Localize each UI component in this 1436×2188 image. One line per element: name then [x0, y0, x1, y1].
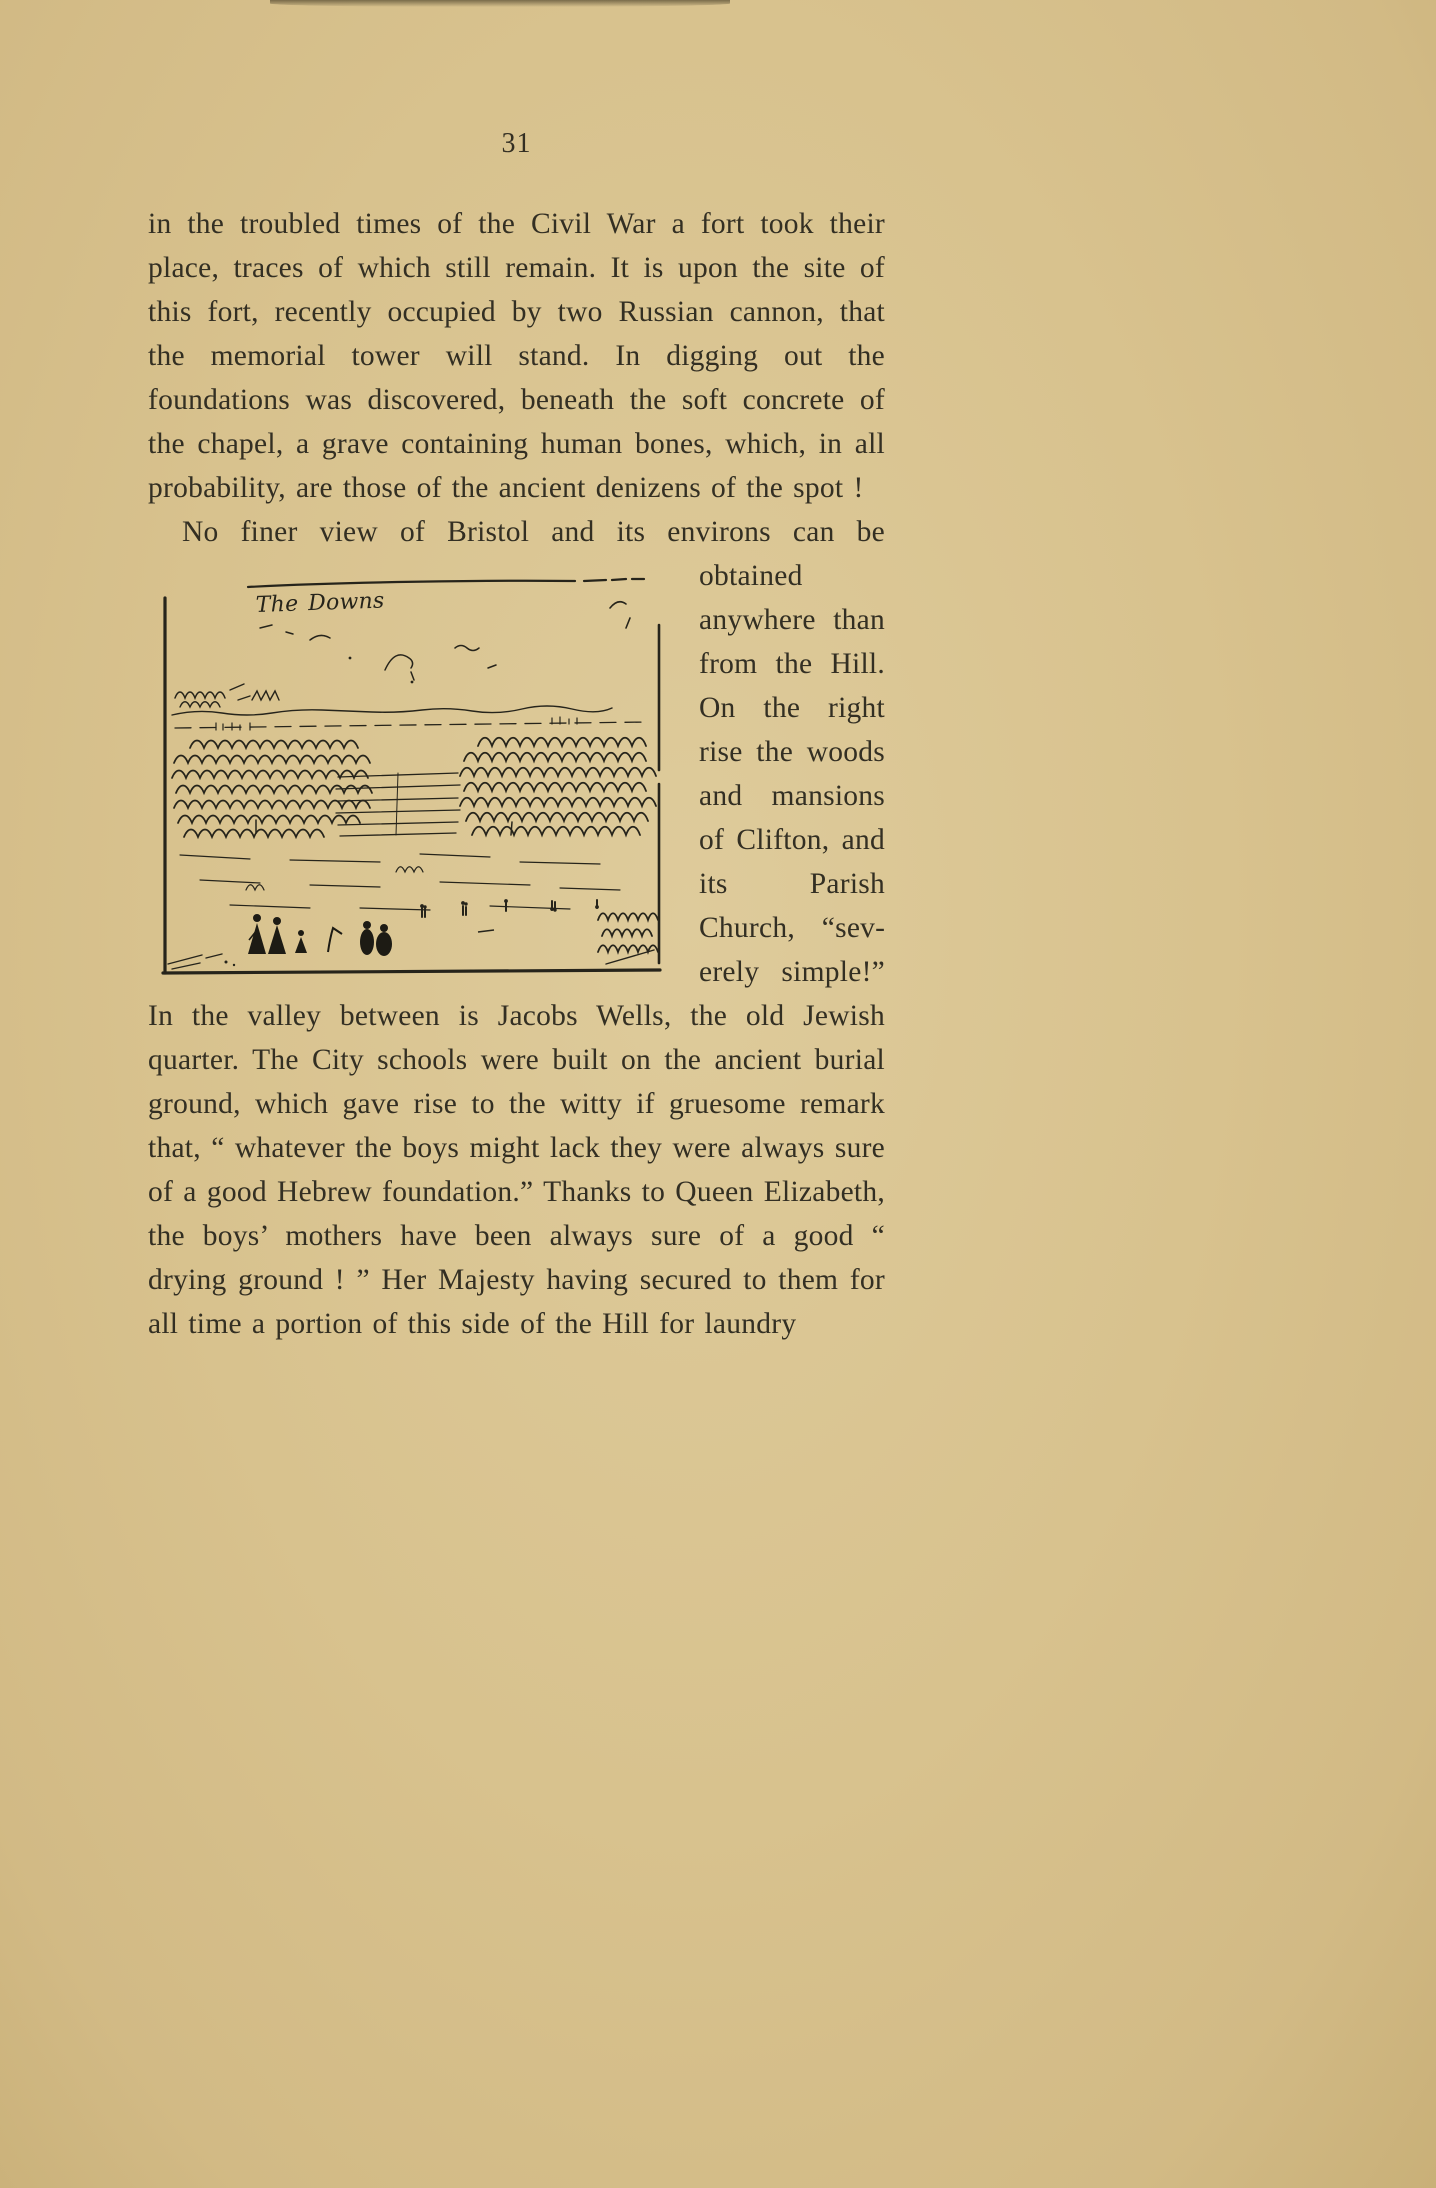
paragraph-2-wrap: be obtained anywhere than from the Hill. On the right rise the woods and mansions of Clifton, and its Parish Church, “severely simple!” In the valley between is Jacobs Wells, the old Jewish quarter. The City schools were built on the ancient burial ground, which gave rise to the witty if gruesome remark that, “ whatever the boys might lack they were always sure of a good Hebrew foundation.” Thanks to Queen Elizabeth, the boys’ mothers have been always sure of a good “ drying ground ! ” Her Majesty having secured to them for all time a portion of this side of the Hill for laundry: [148, 516, 885, 1340]
page-content: [148, 128, 885, 1346]
zigzag-hedge: [252, 691, 279, 700]
sky-swirl: [385, 655, 414, 680]
paragraph-1: in the troubled times of the Civil War a fort took their place, traces of which still remain. It is upon the site of this fort, recently occupied by two Russian cannon, that the memorial tower will stand. In digging out the foundations was discovered, beneath the soft concrete of the chapel, a grave containing human bones, which, in all probability, are those of the ancient denizens of the spot !: [148, 208, 885, 504]
distant-building-ticks: [216, 723, 250, 730]
distant-figures: [420, 899, 599, 932]
caption-underline-marks: [260, 625, 293, 634]
plateau-line: [172, 706, 612, 715]
foreground-hatch: [168, 954, 222, 969]
paragraph-2-lead: No finer view of Bristol and its environs can: [182, 516, 835, 548]
bush-strokes: [230, 684, 250, 700]
sky-dot: [349, 657, 352, 660]
paragraph-2: [148, 510, 885, 1346]
left-bush-scribble: [175, 692, 225, 698]
left-bush-scribble2: [180, 702, 220, 707]
illustration-caption: The Downs: [255, 588, 385, 618]
right-tree-mass: [460, 738, 656, 835]
downs-sketch-illustration: [160, 570, 665, 982]
foreground-figures: [248, 914, 392, 956]
sky-dot: [411, 681, 414, 684]
frame-bottom: [163, 970, 660, 973]
foreground-dot: [225, 961, 228, 964]
frame-top: [248, 581, 575, 587]
scan-artifact: [270, 0, 730, 7]
downs-sketch-svg: [160, 570, 665, 982]
foreground-dot: [233, 964, 235, 966]
frame-top-dashes: [584, 579, 644, 581]
sky-marks-right: [610, 602, 630, 628]
lawn-strokes: [180, 854, 620, 910]
right-scrub: [598, 913, 658, 964]
sky-squiggles: [310, 635, 496, 668]
page-number: 31: [501, 128, 532, 159]
